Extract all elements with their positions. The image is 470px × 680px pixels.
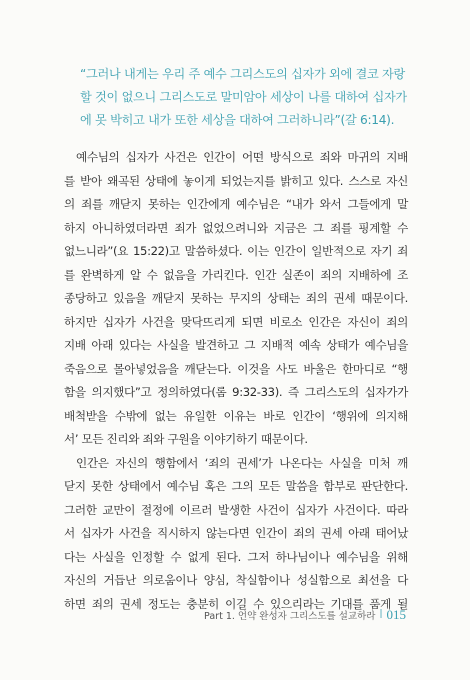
- footer-separator: |: [379, 609, 383, 619]
- paragraph-2-line: 하면 죄의 권세 정도는 충분히 이길 수 있으리라는 기대를 품게 될: [64, 596, 408, 611]
- paragraph-2-line: 자신의 거듭난 의로움이나 양심, 착실함이나 성실함으로 최선을 다: [64, 573, 408, 587]
- quote-line: “그러나 내게는 우리 주 예수 그리스도의 십자가 외에 결코 자랑: [80, 67, 406, 81]
- paragraph-1-line: 지배 아래 있다는 사실을 발견하고 그 지배적 예속 상태가 예수님을: [64, 338, 408, 352]
- paragraph-2-line: 그러한 교만이 절정에 이르러 발생한 사건이 십자가 사건이다. 따라: [64, 502, 408, 517]
- body-text: [64, 146, 408, 616]
- epigraph-quote: [80, 63, 407, 132]
- page-footer: [204, 607, 406, 623]
- paragraph-1-line: 배척받을 수밖에 없는 유일한 이유는 바로 인간이 ‘행위에 의지해: [64, 408, 408, 423]
- paragraph-2-line: 인간은 자신의 행함에서 ‘죄의 권세’가 나온다는 사실을 미처 깨: [76, 455, 408, 470]
- paragraph-2-line: 서 십자가 사건을 직시하지 않는다면 인간이 죄의 권세 아래 태어났: [64, 526, 408, 540]
- quote-line: 에 못 박히고 내가 또한 세상을 대하여 그러하니라”(갈 6:14).: [80, 113, 395, 127]
- page-number: 015: [386, 607, 406, 622]
- quote-line: 할 것이 없으니 그리스도로 말미암아 세상이 나를 대하여 십자가: [80, 90, 407, 104]
- running-head: Part 1. 언약 완성자 그리스도를 설교하라: [204, 611, 376, 622]
- paragraph-1-line: 종당하고 있음을 깨닫지 못하는 무지의 상태는 죄의 권세 때문이다.: [64, 291, 408, 305]
- paragraph-1-line: 하지 아니하였더라면 죄가 없었으려니와 지금은 그 죄를 핑계할 수: [64, 220, 408, 235]
- paragraph-1-line: 없느니라”(요 15:22)고 말씀하셨다. 이는 인간이 일반적으로 자기 죄: [64, 244, 408, 258]
- paragraph-1-line: 의 죄를 깨닫지 못하는 인간에게 예수님은 “내가 와서 그들에게 말: [64, 197, 408, 211]
- paragraph-1-line: 하지만 십자가 사건을 맞닥뜨리게 되면 비로소 인간은 자신이 죄의: [64, 314, 408, 329]
- paragraph-2-line: 닫지 못한 상태에서 예수님 혹은 그의 모든 말씀을 함부로 판단한다.: [64, 479, 408, 493]
- paragraph-1-line: 를 완벽하게 알 수 없음을 가리킨다. 인간 실존이 죄의 지배하에 조: [64, 267, 408, 282]
- paragraph-2-line: 다는 사실을 인정할 수 없게 된다. 그저 하나님이나 예수님을 위해: [64, 549, 408, 564]
- paragraph-1-line: 예수님의 십자가 사건은 인간이 어떤 방식으로 죄와 마귀의 지배: [76, 150, 408, 164]
- paragraph-1-line: 를 받아 왜곡된 상태에 놓이게 되었는지를 밝히고 있다. 스스로 자신: [64, 173, 408, 188]
- paragraph-1-line: 서’ 모든 진리와 죄와 구원을 이야기하기 때문이다.: [64, 432, 308, 446]
- paragraph-1-line: 죽음으로 몰아넣었음을 깨닫는다. 이것을 사도 바울은 한마디로 “행: [64, 361, 408, 376]
- paragraph-1-line: 함을 의지했다”고 정의하였다(롬 9:32-33). 즉 그리스도의 십자가가: [64, 385, 408, 399]
